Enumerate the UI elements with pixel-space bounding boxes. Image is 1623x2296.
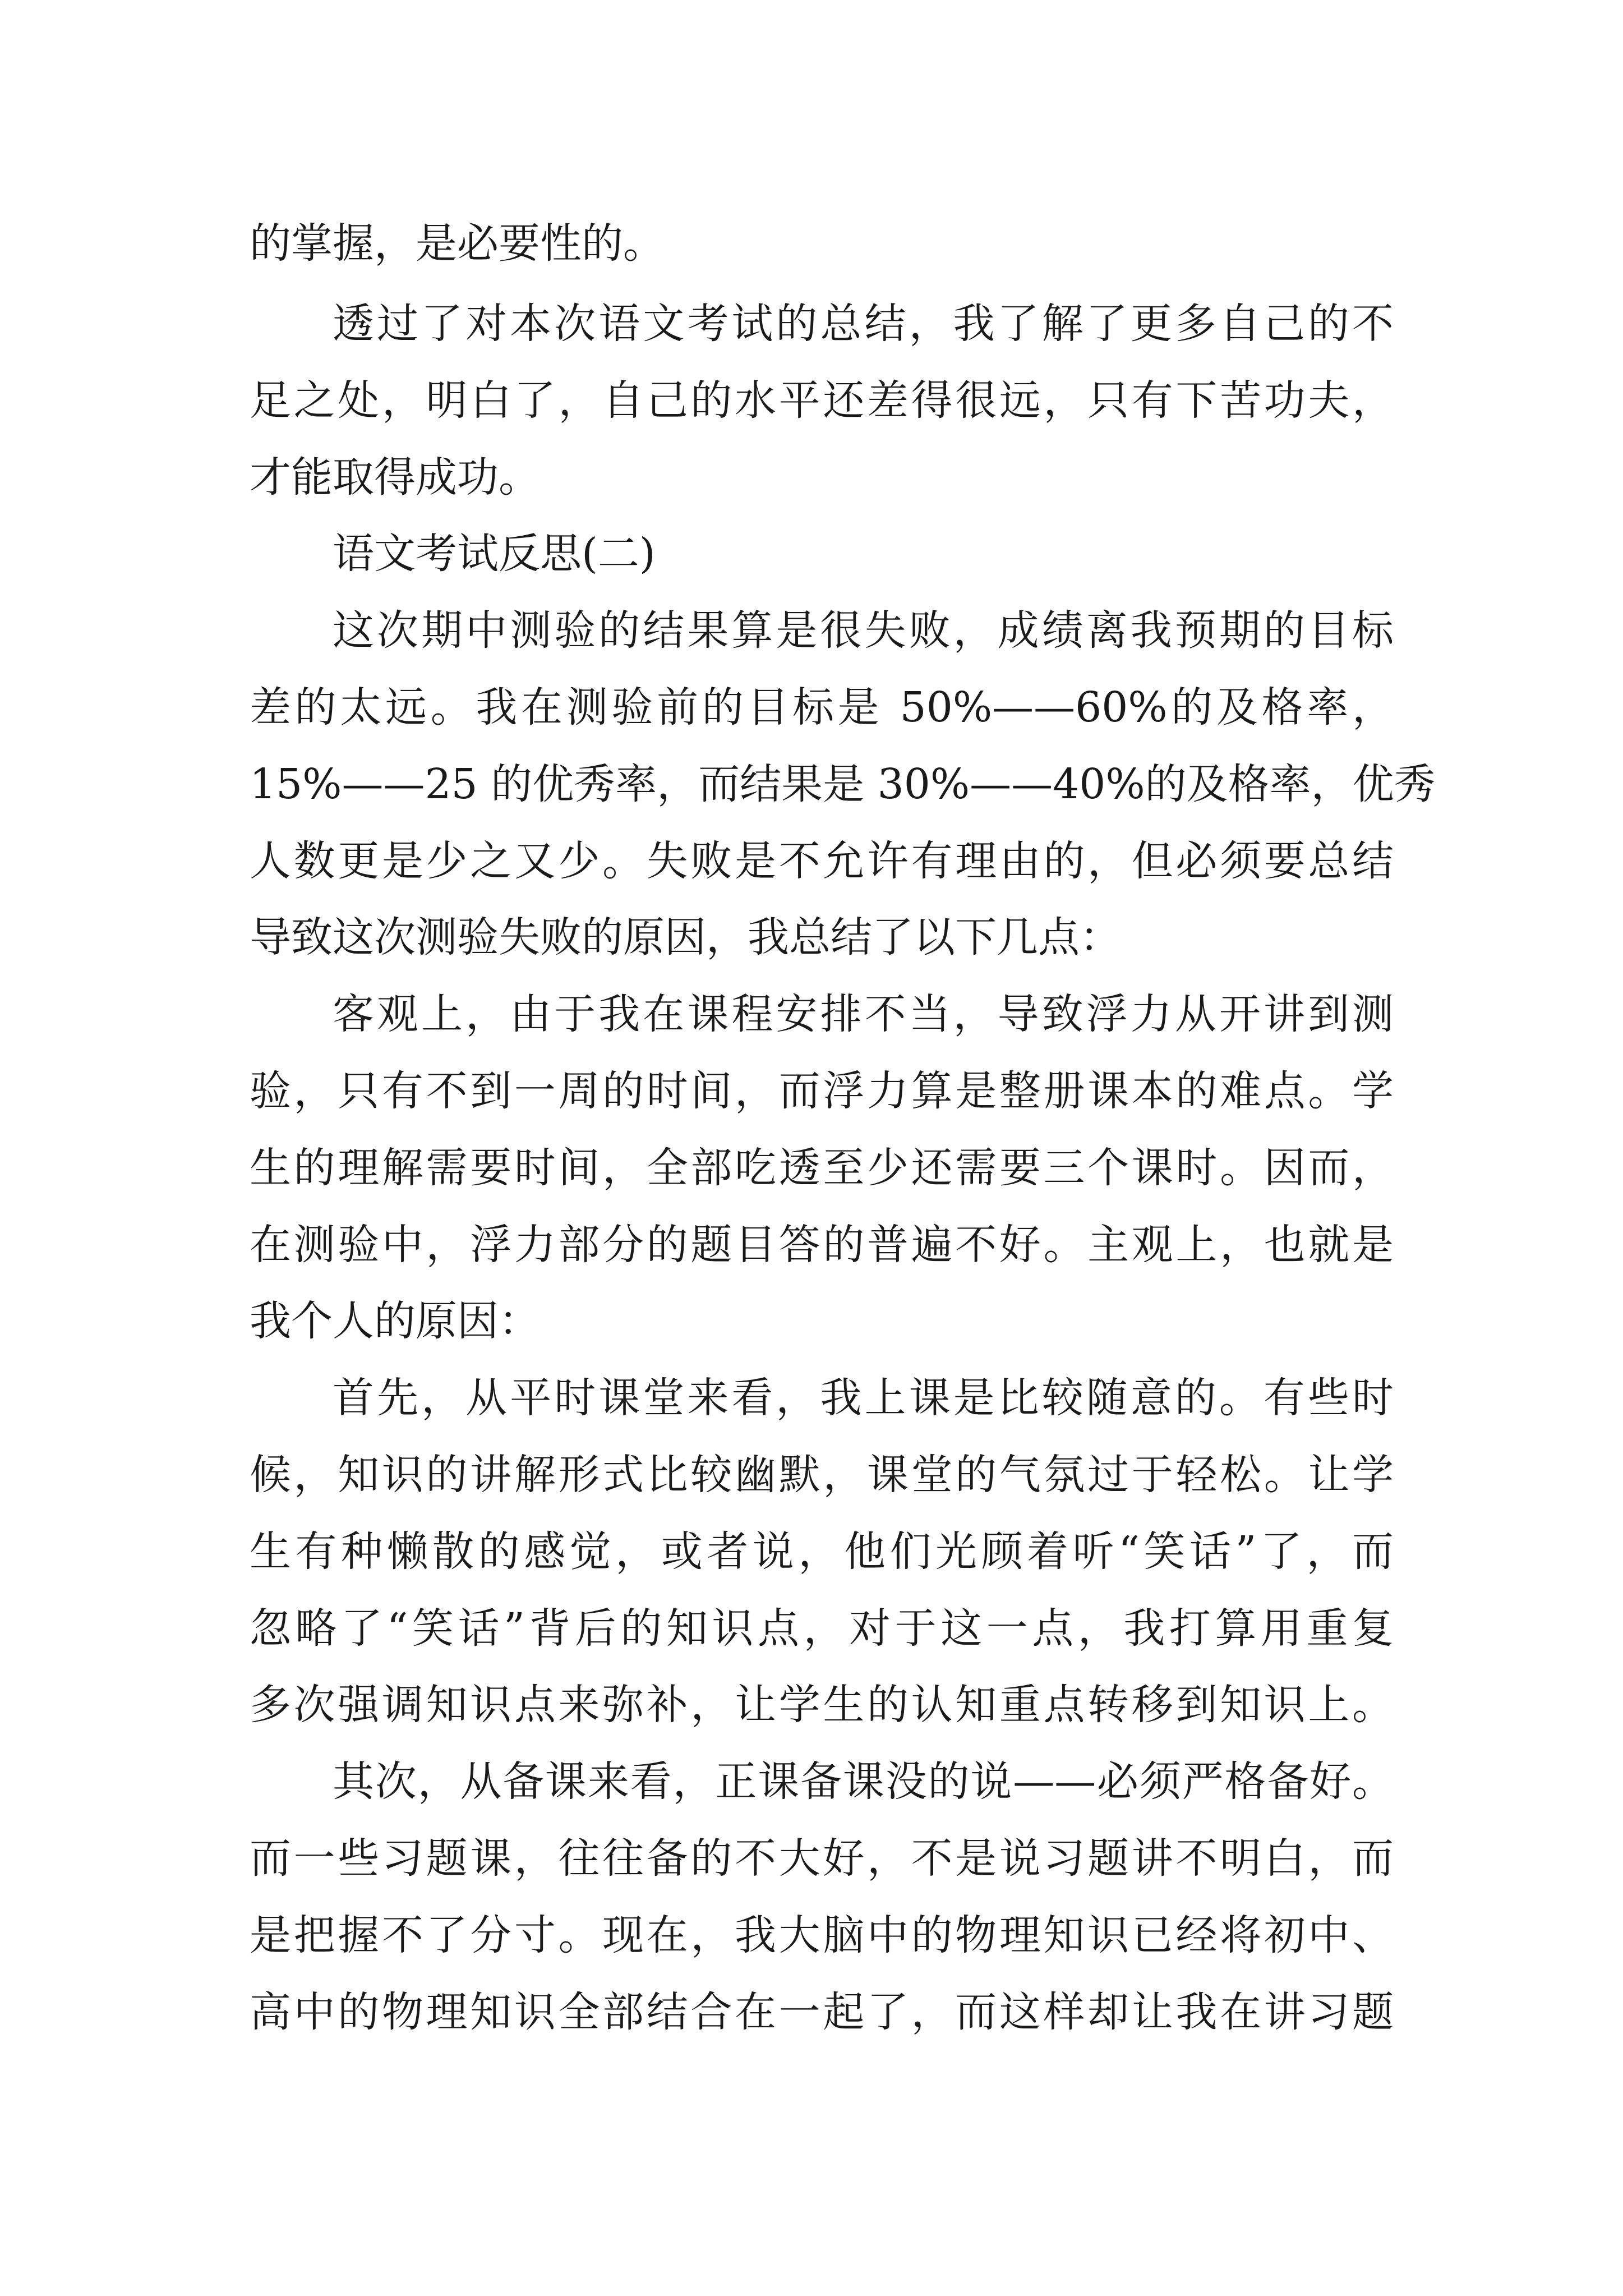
paragraph-start-line: 其次，从备课来看，正课备课没的说——必须严格备好。 <box>333 1757 1394 1806</box>
text-line: 是把握不了分寸。现在，我大脑中的物理知识已经将初中、 <box>250 1911 1394 1959</box>
text-line: 高中的物理知识全部结合在一起了，而这样却让我在讲习题 <box>250 1988 1394 2036</box>
text-line: 在测验中，浮力部分的题目答的普遍不好。主观上，也就是 <box>250 1221 1394 1269</box>
section-heading: 语文考试反思(二) <box>333 530 656 578</box>
text-line: 差的太远。我在测验前的目标是 50%——60%的及格率， <box>250 683 1394 731</box>
text-line: 生有种懒散的感觉，或者说，他们光顾着听“笑话”了，而 <box>250 1527 1394 1576</box>
text-line: 人数更是少之又少。失败是不允许有理由的，但必须要总结 <box>250 837 1394 885</box>
text-line: 我个人的原因： <box>250 1297 540 1345</box>
paragraph-start-line: 透过了对本次语文考试的总结，我了解了更多自己的不 <box>333 300 1394 348</box>
text-line: 候，知识的讲解形式比较幽默，课堂的气氛过于轻松。让学 <box>250 1451 1394 1499</box>
text-line: 而一些习题课，往往备的不大好，不是说习题讲不明白，而 <box>250 1834 1394 1883</box>
text-line: 足之处，明白了，自己的水平还差得很远，只有下苦功夫， <box>250 376 1394 425</box>
text-line: 导致这次测验失败的原因，我总结了以下几点： <box>250 913 1121 961</box>
text-line: 的掌握，是必要性的。 <box>250 219 665 268</box>
text-line: 才能取得成功。 <box>250 453 540 501</box>
text-line: 生的理解需要时间，全部吃透至少还需要三个课时。因而， <box>250 1144 1394 1192</box>
text-line: 忽略了“笑话”背后的知识点，对于这一点，我打算用重复 <box>250 1604 1394 1653</box>
text-line: 15%——25 的优秀率，而结果是 30%——40%的及格率，优秀 <box>250 760 1436 808</box>
paragraph-start-line: 这次期中测验的结果算是很失败，成绩离我预期的目标 <box>333 606 1394 655</box>
paragraph-start-line: 首先，从平时课堂来看，我上课是比较随意的。有些时 <box>333 1374 1394 1422</box>
paragraph-start-line: 客观上，由于我在课程安排不当，导致浮力从开讲到测 <box>333 990 1394 1038</box>
text-line: 多次强调知识点来弥补，让学生的认知重点转移到知识上。 <box>250 1681 1394 1729</box>
text-line: 验，只有不到一周的时间，而浮力算是整册课本的难点。学 <box>250 1067 1394 1115</box>
